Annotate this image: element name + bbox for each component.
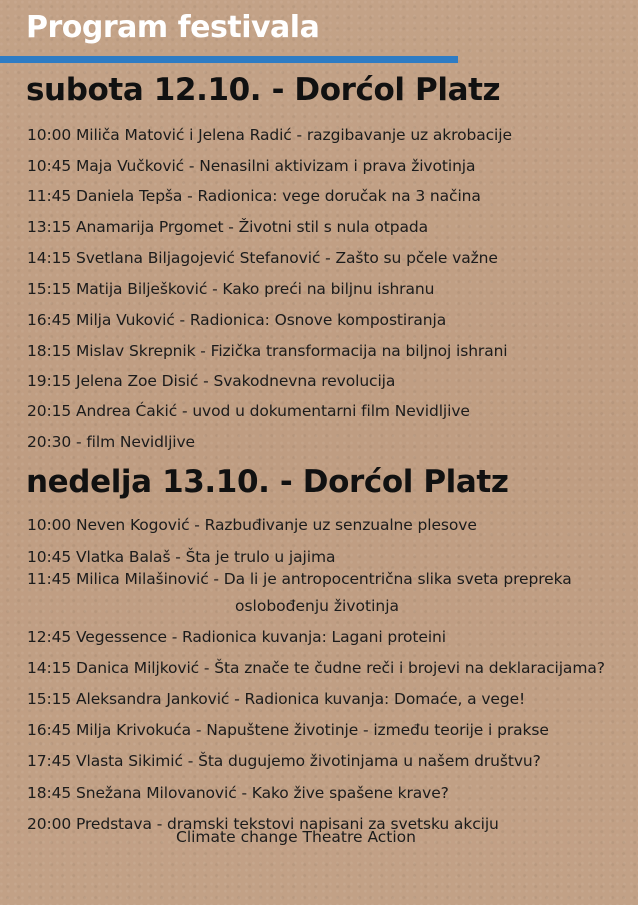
schedule-item: 18:15 Mislav Skrepnik - Fizička transformacija na biljnoj ishrani (27, 342, 508, 360)
schedule-item: 19:15 Jelena Zoe Disić - Svakodnevna revolucija (27, 372, 396, 390)
schedule-item-subtitle: Climate change Theatre Action (176, 828, 416, 846)
schedule-item: 20:15 Andrea Ćakić - uvod u dokumentarni film Nevidljive (27, 402, 470, 420)
schedule-item: 11:45 Milica Milašinović - Da li je antropocentrična slika sveta prepreka (27, 570, 572, 588)
schedule-item: 16:45 Milja Krivokuća - Napuštene životinje - između teorije i prakse (27, 721, 549, 739)
schedule-item: 13:15 Anamarija Prgomet - Životni stil s nula otpada (27, 218, 429, 236)
schedule-item: 20:30 - film Nevidljive (27, 433, 195, 451)
schedule-item: 15:15 Aleksandra Janković - Radionica kuvanja: Domaće, a vege! (27, 690, 526, 708)
schedule-item: 16:45 Milja Vuković - Radionica: Osnove kompostiranja (27, 311, 447, 329)
schedule-item: 14:15 Svetlana Biljagojević Stefanović - Zašto su pčele važne (27, 249, 498, 267)
schedule-item: 11:45 Daniela Tepša - Radionica: vege doručak na 3 načina (27, 187, 481, 205)
page-title: Program festivala (26, 10, 320, 45)
schedule-item: 12:45 Vegessence - Radionica kuvanja: Lagani proteini (27, 628, 446, 646)
schedule-item: 14:15 Danica Miljković - Šta znače te čudne reči i brojevi na deklaracijama? (27, 659, 605, 677)
accent-bar (0, 56, 458, 63)
schedule-item-continuation: oslobođenju životinja (235, 597, 400, 615)
schedule-item: 17:45 Vlasta Sikimić - Šta dugujemo životinjama u našem društvu? (27, 752, 541, 770)
schedule-item: 18:45 Snežana Milovanović - Kako žive spašene krave? (27, 784, 449, 802)
schedule-item: 10:45 Maja Vučković - Nenasilni aktivizam i prava životinja (27, 157, 476, 175)
schedule-item: 10:45 Vlatka Balaš - Šta je trulo u jajima (27, 548, 336, 566)
schedule-item: 10:00 Neven Kogović - Razbuđivanje uz senzualne plesove (27, 516, 477, 534)
day-heading-saturday: subota 12.10. - Dorćol Platz (26, 72, 501, 108)
schedule-item: 20:00 Predstava - dramski tekstovi napisani za svetsku akciju (27, 815, 499, 833)
schedule-item: 10:00 Miliča Matović i Jelena Radić - razgibavanje uz akrobacije (27, 126, 512, 144)
schedule-item: 15:15 Matija Bilješković - Kako preći na biljnu ishranu (27, 280, 435, 298)
day-heading-sunday: nedelja 13.10. - Dorćol Platz (26, 464, 509, 500)
